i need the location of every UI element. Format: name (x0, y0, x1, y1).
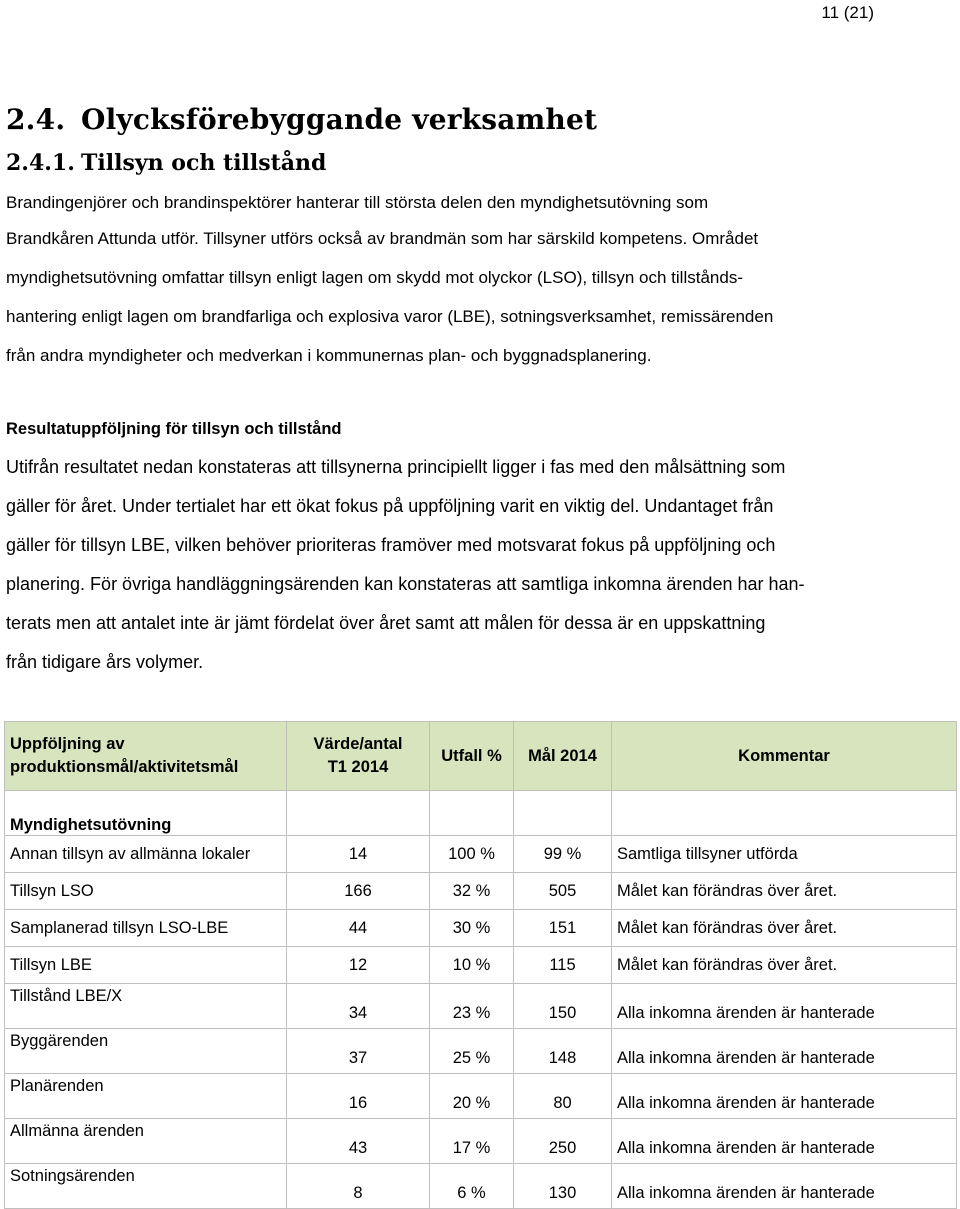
paragraph-line: Utifrån resultatet nedan konstateras att tillsynerna principiellt ligger i fas med den målsättning som (6, 457, 786, 477)
row-comment-cell: Målet kan förändras över året. (612, 873, 957, 910)
subsection-title: Tillsyn och tillstånd (81, 150, 327, 176)
table-header-row (5, 722, 957, 791)
paragraph-line: gäller för tillsyn LBE, vilken behöver prioriteras framöver med motsvarat fokus på uppföljning och (6, 535, 776, 555)
intro-paragraph (6, 186, 951, 375)
row-goal-cell: 148 (514, 1029, 612, 1074)
row-goal-cell: 115 (514, 947, 612, 984)
row-goal-cell: 505 (514, 873, 612, 910)
table-row (5, 1119, 957, 1164)
row-goal-cell: 150 (514, 984, 612, 1029)
row-name-cell: Sotningsärenden (5, 1164, 287, 1209)
row-value-cell: 166 (287, 873, 430, 910)
section-number: 2.4. (6, 103, 66, 136)
row-comment-cell: Alla inkomna ärenden är hanterade (612, 1029, 957, 1074)
subsection-heading (6, 150, 326, 176)
row-outcome-cell: 32 % (430, 873, 514, 910)
table-row (5, 836, 957, 873)
empty-cell (612, 791, 957, 836)
row-outcome-cell: 23 % (430, 984, 514, 1029)
row-name-cell: Tillsyn LBE (5, 947, 287, 984)
row-value-cell: 16 (287, 1074, 430, 1119)
row-comment-cell: Alla inkomna ärenden är hanterade (612, 1119, 957, 1164)
row-goal-cell: 80 (514, 1074, 612, 1119)
row-outcome-cell: 6 % (430, 1164, 514, 1209)
row-comment-cell: Målet kan förändras över året. (612, 947, 957, 984)
row-value-cell: 37 (287, 1029, 430, 1074)
row-goal-cell: 130 (514, 1164, 612, 1209)
table-row (5, 1029, 957, 1074)
row-comment-cell: Målet kan förändras över året. (612, 910, 957, 947)
header-value-line2: T1 2014 (327, 758, 389, 776)
row-comment-cell: Alla inkomna ärenden är hanterade (612, 1164, 957, 1209)
row-outcome-cell: 30 % (430, 910, 514, 947)
row-value-cell: 43 (287, 1119, 430, 1164)
paragraph-line: från andra myndigheter och medverkan i kommunernas plan- och byggnadsplanering. (6, 346, 652, 365)
paragraph-line: gäller för året. Under tertialet har ett ökat fokus på uppföljning varit en viktig del. Undantaget från (6, 496, 774, 516)
table-row (5, 984, 957, 1029)
row-outcome-cell: 100 % (430, 836, 514, 873)
row-name-cell: Samplanerad tillsyn LSO-LBE (5, 910, 287, 947)
row-name-cell: Planärenden (5, 1074, 287, 1119)
header-outcome: Utfall % (430, 722, 514, 791)
page-number: 11 (21) (821, 3, 874, 22)
results-heading: Resultatuppföljning för tillsyn och tillstånd (6, 420, 342, 438)
paragraph-line: planering. För övriga handläggningsärenden kan konstateras att samtliga inkomna ärenden har han- (6, 574, 805, 594)
row-value-cell: 14 (287, 836, 430, 873)
row-outcome-cell: 10 % (430, 947, 514, 984)
paragraph-line: från tidigare års volymer. (6, 652, 204, 672)
table-row (5, 1164, 957, 1209)
row-name-cell: Allmänna ärenden (5, 1119, 287, 1164)
row-outcome-cell: 25 % (430, 1029, 514, 1074)
row-value-cell: 12 (287, 947, 430, 984)
header-goal-line2: produktionsmål/aktivitetsmål (10, 758, 239, 776)
row-comment-cell: Samtliga tillsyner utförda (612, 836, 957, 873)
header-value-line1: Värde/antal (313, 735, 403, 753)
results-paragraph (6, 448, 951, 682)
empty-cell (430, 791, 514, 836)
section-title: Olycksförebyggande verksamhet (81, 103, 598, 136)
header-value (287, 722, 430, 791)
table-row (5, 1074, 957, 1119)
row-value-cell: 44 (287, 910, 430, 947)
table-row (5, 947, 957, 984)
row-goal-cell: 151 (514, 910, 612, 947)
table-row (5, 873, 957, 910)
row-name-cell: Tillsyn LSO (5, 873, 287, 910)
category-row (5, 791, 957, 836)
row-outcome-cell: 20 % (430, 1074, 514, 1119)
row-comment-cell: Alla inkomna ärenden är hanterade (612, 984, 957, 1029)
row-goal-cell: 99 % (514, 836, 612, 873)
paragraph-line: terats men att antalet inte är jämt fördelat över året samt att målen för dessa är en uppskattning (6, 613, 766, 633)
row-goal-cell: 250 (514, 1119, 612, 1164)
subsection-number: 2.4.1. (6, 150, 75, 176)
header-comment: Kommentar (612, 722, 957, 791)
paragraph-line: myndighetsutövning omfattar tillsyn enligt lagen om skydd mot olyckor (LSO), tillsyn och tillstånds- (6, 268, 743, 287)
empty-cell (514, 791, 612, 836)
row-comment-cell: Alla inkomna ärenden är hanterade (612, 1074, 957, 1119)
header-goal-line1: Uppföljning av (10, 735, 125, 753)
paragraph-line: hantering enligt lagen om brandfarliga och explosiva varor (LBE), sotningsverksamhet, remissärenden (6, 307, 774, 326)
paragraph-line: Brandkåren Attunda utför. Tillsyner utförs också av brandmän som har särskild kompetens. Området (6, 229, 759, 248)
table-row (5, 910, 957, 947)
row-value-cell: 8 (287, 1164, 430, 1209)
row-outcome-cell: 17 % (430, 1119, 514, 1164)
results-table (4, 721, 957, 1209)
header-target: Mål 2014 (514, 722, 612, 791)
category-label: Myndighetsutövning (5, 791, 287, 836)
row-name-cell: Tillstånd LBE/X (5, 984, 287, 1029)
section-heading (6, 103, 597, 136)
paragraph-line: Brandingenjörer och brandinspektörer hanterar till största delen den myndighetsutövning som (6, 193, 709, 212)
empty-cell (287, 791, 430, 836)
row-value-cell: 34 (287, 984, 430, 1029)
row-name-cell: Annan tillsyn av allmänna lokaler (5, 836, 287, 873)
row-name-cell: Byggärenden (5, 1029, 287, 1074)
header-goal (5, 722, 287, 791)
